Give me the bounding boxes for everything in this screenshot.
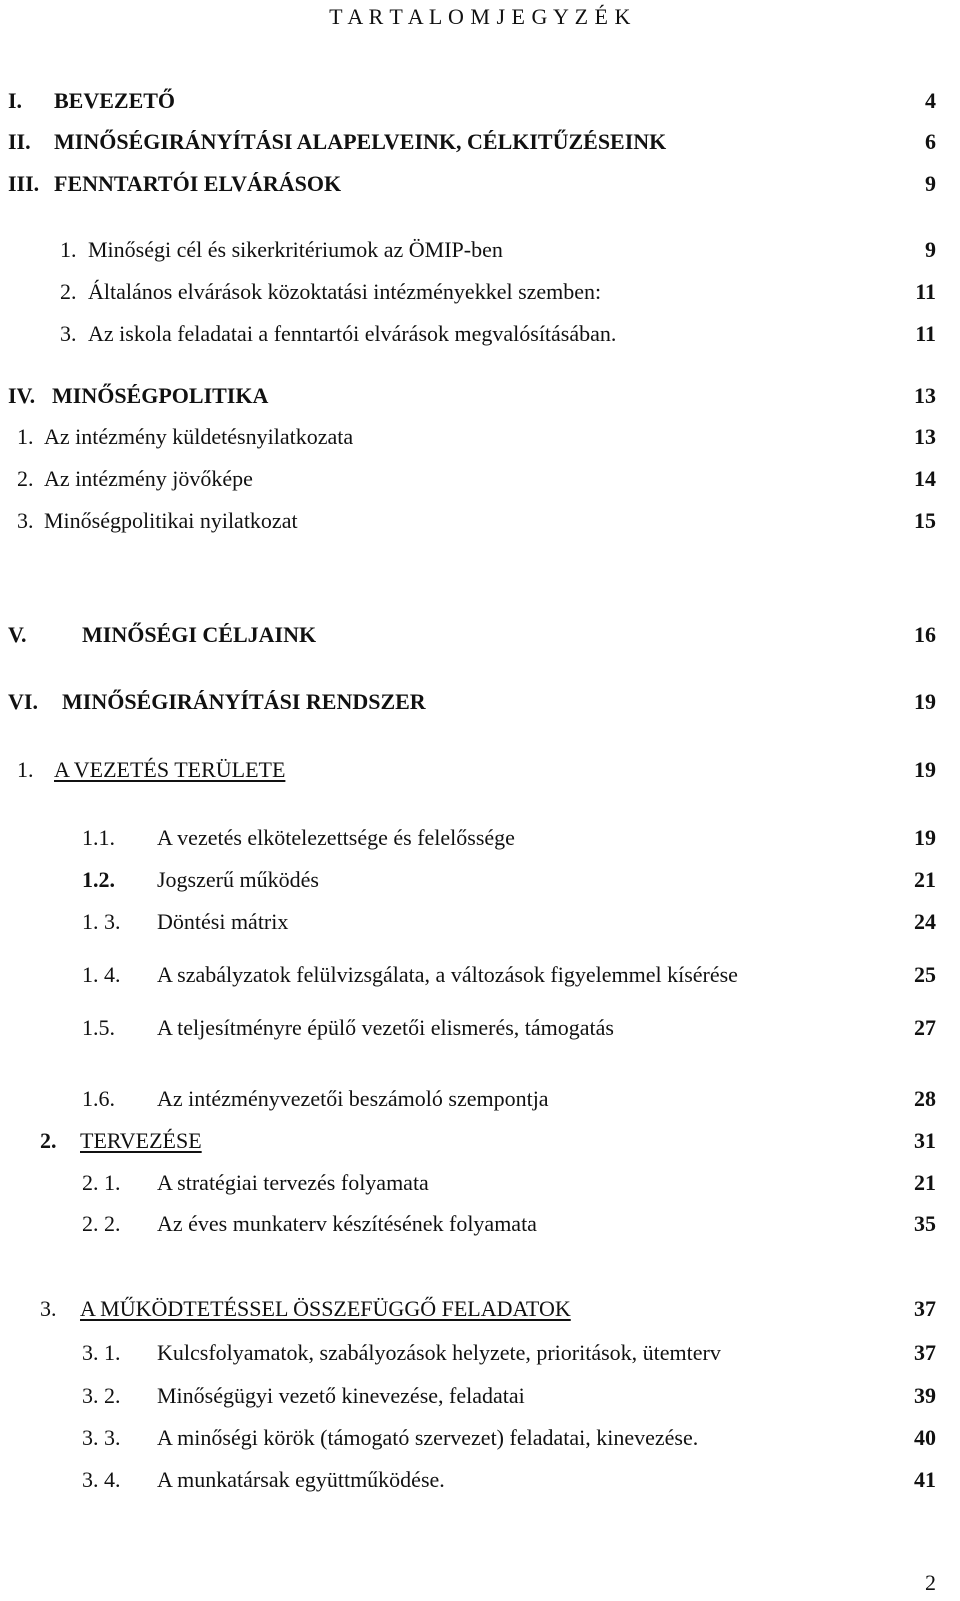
toc-entry [0,1011,960,1045]
toc-entry-number: 3. 2. [82,1383,121,1408]
toc-entry [0,685,960,719]
toc-entry-page: 39 [914,1383,936,1408]
toc-entry [0,125,960,159]
toc-entry [0,1207,960,1241]
toc-entry-title: A stratégiai tervezés folyamata [157,1170,429,1195]
toc-entry [0,317,960,351]
toc-entry-title: A szabályzatok felülvizsgálata, a változások figyelemmel kísérése [157,962,738,987]
toc-entry-number: 3. [40,1296,57,1321]
toc-entry-number: 2. 2. [82,1211,121,1236]
toc-entry-page: 37 [914,1340,936,1365]
toc-entry-number: 3. 4. [82,1467,121,1492]
toc-entry-number: 3. 1. [82,1340,121,1365]
toc-entry-title: Minőségpolitikai nyilatkozat [44,508,298,533]
toc-entry [0,1166,960,1200]
toc-entry-title: Az intézmény jövőképe [44,466,253,491]
toc-entry-page: 35 [914,1211,936,1236]
toc-entry-page: 6 [925,129,936,154]
toc-entry-title: Kulcsfolyamatok, szabályozások helyzete, prioritások, ütemterv [157,1340,721,1365]
toc-entry-number: III. [8,171,40,196]
toc-entry [0,1463,960,1497]
toc-entry-number: 2. 1. [82,1170,121,1195]
toc-entry-title: A VEZETÉS TERÜLETE [54,757,286,782]
toc-entry [0,1379,960,1413]
toc-entry-page: 19 [914,689,936,714]
toc-entry-number: 1. 3. [82,909,121,934]
toc-entry-page: 40 [914,1425,936,1450]
toc-entry [0,958,960,992]
toc-entry-title: Döntési mátrix [157,909,289,934]
toc-entry [0,821,960,855]
toc-entry-page: 4 [925,88,936,113]
toc-entry-page: 28 [914,1086,936,1111]
toc-entry-title: A MŰKÖDTETÉSSEL ÖSSZEFÜGGŐ FELADATOK [80,1296,571,1321]
toc-entry-number: 3. 3. [82,1425,121,1450]
toc-entry-number: 3. [17,508,34,533]
toc-entry-number: II. [8,129,31,154]
toc-entry-title: Az iskola feladatai a fenntartói elvárások megvalósításában. [88,321,617,346]
toc-entry-page: 24 [914,909,936,934]
toc-entry-number: 1.2. [82,867,115,892]
toc-entry [0,1082,960,1116]
toc-entry [0,863,960,897]
toc-entry-title: MINŐSÉGPOLITIKA [52,383,269,408]
toc-entry-page: 13 [914,383,936,408]
toc-entry-page: 19 [914,757,936,782]
toc-entry [0,1292,960,1326]
toc-entry-page: 14 [914,466,936,491]
toc-entry-title: Jogszerű működés [157,867,319,892]
toc-entry [0,167,960,201]
toc-entry [0,84,960,118]
toc-entry-number: 1.6. [82,1086,115,1111]
toc-entry-page: 41 [914,1467,936,1492]
toc-entry [0,905,960,939]
toc-entry [0,504,960,538]
toc-entry-page: 9 [925,237,936,262]
toc-entry-title: Az éves munkaterv készítésének folyamata [157,1211,537,1236]
toc-entry-number: I. [8,88,23,113]
toc-entry-page: 21 [914,867,936,892]
toc-entry-title: FENNTARTÓI ELVÁRÁSOK [54,171,342,196]
toc-entry-page: 16 [914,622,936,647]
toc-entry-page: 19 [914,825,936,850]
toc-entry-number: 1.5. [82,1015,115,1040]
toc-entry-number: 1. [17,424,34,449]
toc-entry-title: MINŐSÉGIRÁNYÍTÁSI ALAPELVEINK, CÉLKITŰZÉSEINK [54,129,667,154]
toc-entry-page: 25 [914,962,936,987]
toc-entry-title: BEVEZETŐ [54,88,176,113]
toc-entry-title: TERVEZÉSE [80,1128,202,1153]
toc-entry-page: 15 [914,508,936,533]
toc-entry-page: 21 [914,1170,936,1195]
toc-entry-page: 9 [925,171,936,196]
toc-entry [0,275,960,309]
toc-entry-title: Minőségi cél és sikerkritériumok az ÖMIP-ben [88,237,503,262]
toc-entry-number: 2. [17,466,34,491]
toc-entry-page: 11 [915,279,936,304]
toc-entry-number: 1. 4. [82,962,121,987]
toc-entry-title: A vezetés elkötelezettsége és felelőssége [157,825,515,850]
toc-entry-page: 31 [914,1128,936,1153]
toc-entry [0,420,960,454]
toc-entry-number: 1. [60,237,77,262]
page-number: 2 [925,1570,936,1595]
toc-entry-page: 37 [914,1296,936,1321]
toc-entry-number: 2. [40,1128,57,1153]
toc-entry-title: A munkatársak együttműködése. [157,1467,445,1492]
toc-entry-number: V. [8,622,27,647]
toc-entry [0,1421,960,1455]
toc-entry-number: IV. [8,383,36,408]
toc-entry [0,462,960,496]
toc-title: T A R T A L O M J E G Y Z É K [329,4,631,29]
toc-entry-number: 3. [60,321,77,346]
toc-entry [0,1336,960,1370]
toc-entry-title: Az intézményvezetői beszámoló szempontja [157,1086,549,1111]
toc-entry-page: 11 [915,321,936,346]
toc-entry-number: 1.1. [82,825,115,850]
toc-entry [0,1124,960,1158]
toc-entry-page: 27 [914,1015,936,1040]
toc-entry [0,618,960,652]
toc-entry-number: VI. [8,689,38,714]
toc-entry-title: Az intézmény küldetésnyilatkozata [44,424,354,449]
toc-entry [0,753,960,787]
toc-entry-title: Minőségügyi vezető kinevezése, feladatai [157,1383,525,1408]
toc-entry-number: 2. [60,279,77,304]
toc-entry-title: A teljesítményre épülő vezetői elismerés, támogatás [157,1015,614,1040]
toc-entry-number: 1. [17,757,34,782]
toc-entry-title: A minőségi körök (támogató szervezet) feladatai, kinevezése. [157,1425,699,1450]
toc-entry-title: MINŐSÉGI CÉLJAINK [82,622,317,647]
toc-entry-title: Általános elvárások közoktatási intézményekkel szemben: [88,279,602,304]
toc-entry-title: MINŐSÉGIRÁNYÍTÁSI RENDSZER [62,689,426,714]
toc-entry [0,379,960,413]
toc-entry-page: 13 [914,424,936,449]
toc-entry [0,233,960,267]
